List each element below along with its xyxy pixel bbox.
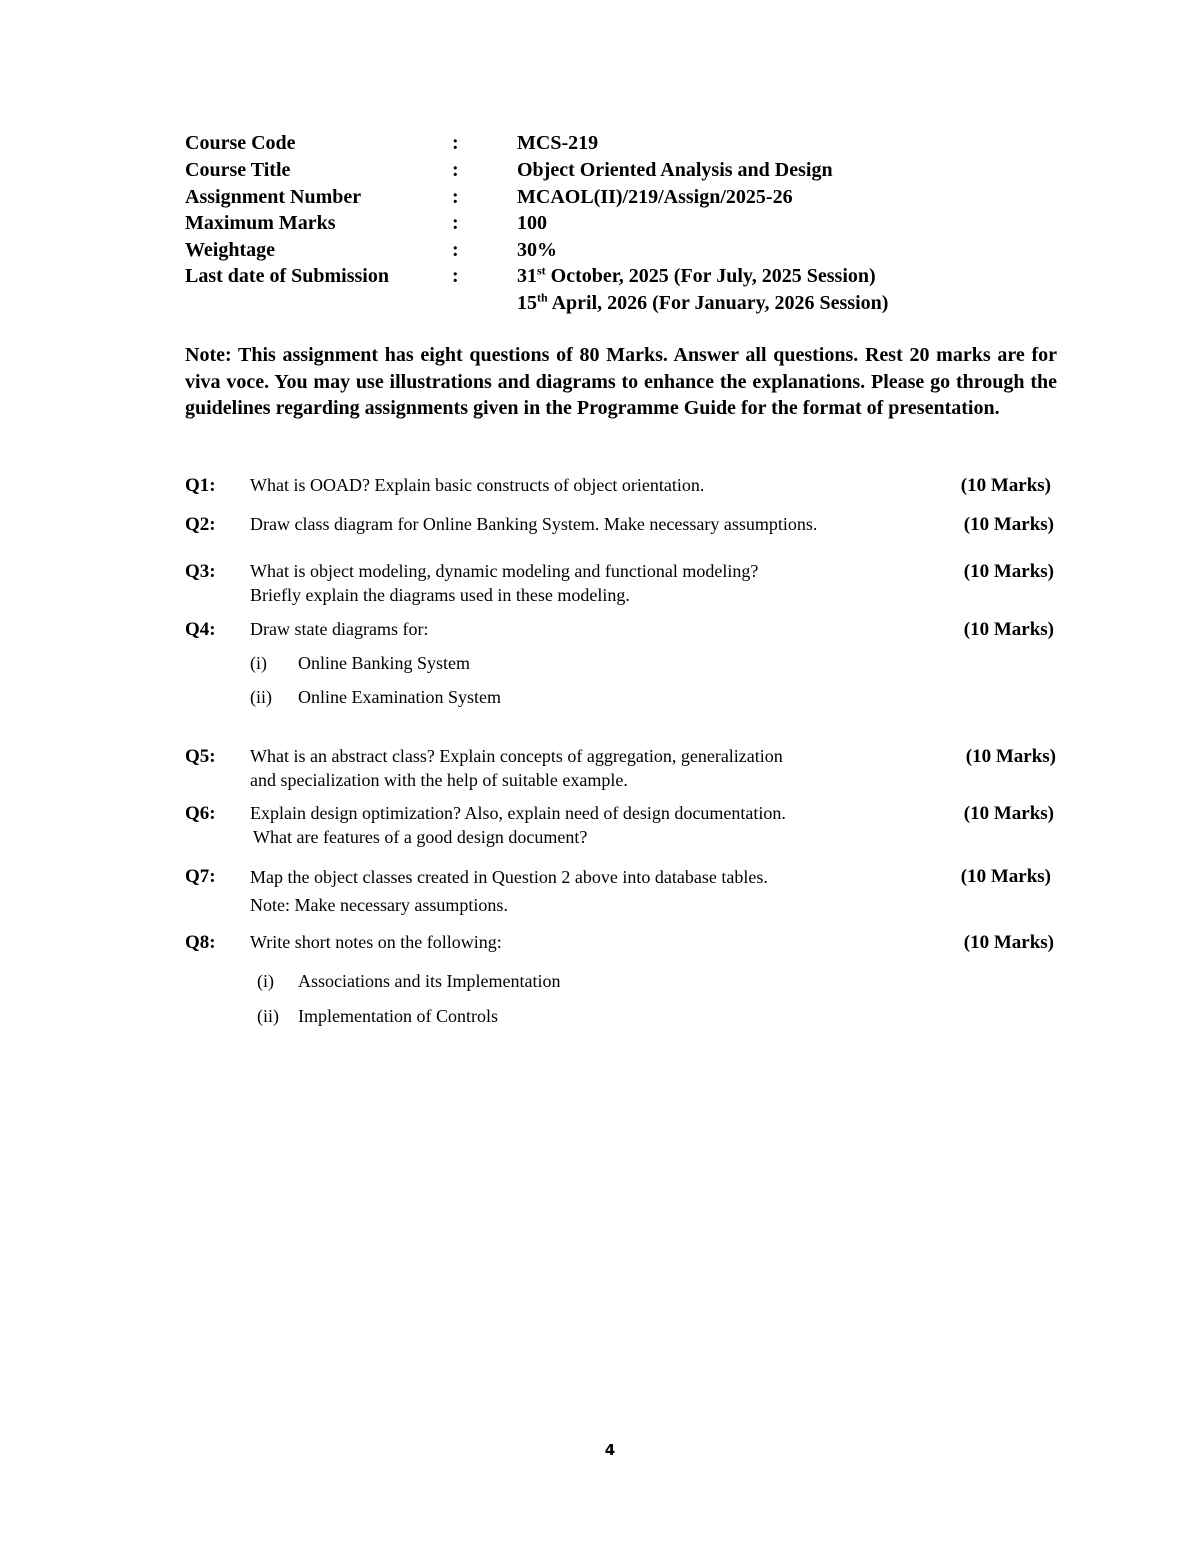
assignment-note: Note: This assignment has eight questions of 80 Marks. Answer all questions. Rest 20 marks are for viva voce. You may use illustrations and diagrams to enhance the explanations. Please go through the guidelines regarding assignments given in the Programme Guide for the format of presentation. xyxy=(185,344,1057,419)
question-line: Write short notes on the following: xyxy=(250,932,502,952)
sub-item-text: Associations and its Implementation xyxy=(298,971,561,991)
sub-item-text: Online Banking System xyxy=(298,653,470,673)
question-line: What is an abstract class? Explain concepts of aggregation, generalization xyxy=(250,746,783,766)
question-text xyxy=(250,802,940,849)
sub-item-number: (i) xyxy=(250,653,267,673)
date-day: 15 xyxy=(517,292,537,314)
maximum-marks-label: Maximum Marks xyxy=(185,212,336,234)
last-date-july-session xyxy=(517,265,876,288)
colon: : xyxy=(452,212,459,234)
weightage-value: 30% xyxy=(517,239,557,261)
colon: : xyxy=(452,265,459,287)
question-text xyxy=(250,513,940,537)
colon: : xyxy=(452,239,459,261)
question-marks: (10 Marks) xyxy=(965,746,1056,767)
question-number: Q5: xyxy=(185,746,216,767)
question-marks: (10 Marks) xyxy=(963,561,1054,582)
question-line: Draw state diagrams for: xyxy=(250,619,429,639)
question-marks: (10 Marks) xyxy=(963,514,1054,535)
date-ordinal: st xyxy=(537,263,546,278)
question-text xyxy=(250,474,940,498)
assignment-number-value: MCAOL(II)/219/Assign/2025-26 xyxy=(517,186,793,208)
maximum-marks-value: 100 xyxy=(517,212,547,234)
sub-item-number: (i) xyxy=(257,971,274,991)
sub-item-text: Implementation of Controls xyxy=(298,1006,498,1026)
question-text xyxy=(250,863,940,919)
course-code-value: MCS-219 xyxy=(517,132,599,154)
question-line: Explain design optimization? Also, explain need of design documentation. xyxy=(250,803,786,823)
course-title-label: Course Title xyxy=(185,159,291,181)
question-text xyxy=(250,618,940,642)
question-line: What are features of a good design document? xyxy=(253,826,588,847)
question-line: and specialization with the help of suitable example. xyxy=(250,769,628,790)
question-marks: (10 Marks) xyxy=(963,932,1054,953)
question-marks: (10 Marks) xyxy=(960,866,1051,887)
question-marks: (10 Marks) xyxy=(963,803,1054,824)
question-number: Q8: xyxy=(185,932,216,953)
question-line: Map the object classes created in Question 2 above into database tables. xyxy=(250,867,768,887)
course-code-label: Course Code xyxy=(185,132,296,154)
question-number: Q3: xyxy=(185,561,216,582)
question-number: Q6: xyxy=(185,803,216,824)
date-ordinal: th xyxy=(537,290,548,305)
question-line: What is object modeling, dynamic modeling and functional modeling? xyxy=(250,561,759,581)
question-number: Q2: xyxy=(185,514,216,535)
sub-item-text: Online Examination System xyxy=(298,687,501,707)
question-line: Draw class diagram for Online Banking System. Make necessary assumptions. xyxy=(250,514,818,534)
sub-item-number: (ii) xyxy=(250,687,272,707)
date-day: 31 xyxy=(517,265,537,287)
colon: : xyxy=(452,186,459,208)
colon: : xyxy=(452,159,459,181)
question-number: Q1: xyxy=(185,475,216,496)
question-marks: (10 Marks) xyxy=(963,619,1054,640)
weightage-label: Weightage xyxy=(185,239,275,261)
question-line: What is OOAD? Explain basic constructs of object orientation. xyxy=(250,475,705,495)
sub-item-number: (ii) xyxy=(257,1006,279,1026)
date-rest: April, 2026 (For January, 2026 Session) xyxy=(547,292,889,314)
colon: : xyxy=(452,132,459,154)
last-date-january-session xyxy=(517,292,888,315)
question-text xyxy=(250,560,940,607)
question-number: Q4: xyxy=(185,619,216,640)
question-line: Briefly explain the diagrams used in these modeling. xyxy=(250,584,630,605)
course-title-value: Object Oriented Analysis and Design xyxy=(517,159,833,181)
last-date-label: Last date of Submission xyxy=(185,265,389,287)
question-text xyxy=(250,931,940,955)
question-text xyxy=(250,745,940,792)
assignment-number-label: Assignment Number xyxy=(185,186,362,208)
date-rest: October, 2025 (For July, 2025 Session) xyxy=(545,265,876,287)
question-marks: (10 Marks) xyxy=(960,475,1051,496)
question-line: Note: Make necessary assumptions. xyxy=(250,895,508,915)
page-number: 4 xyxy=(604,1441,616,1459)
question-number: Q7: xyxy=(185,866,216,887)
